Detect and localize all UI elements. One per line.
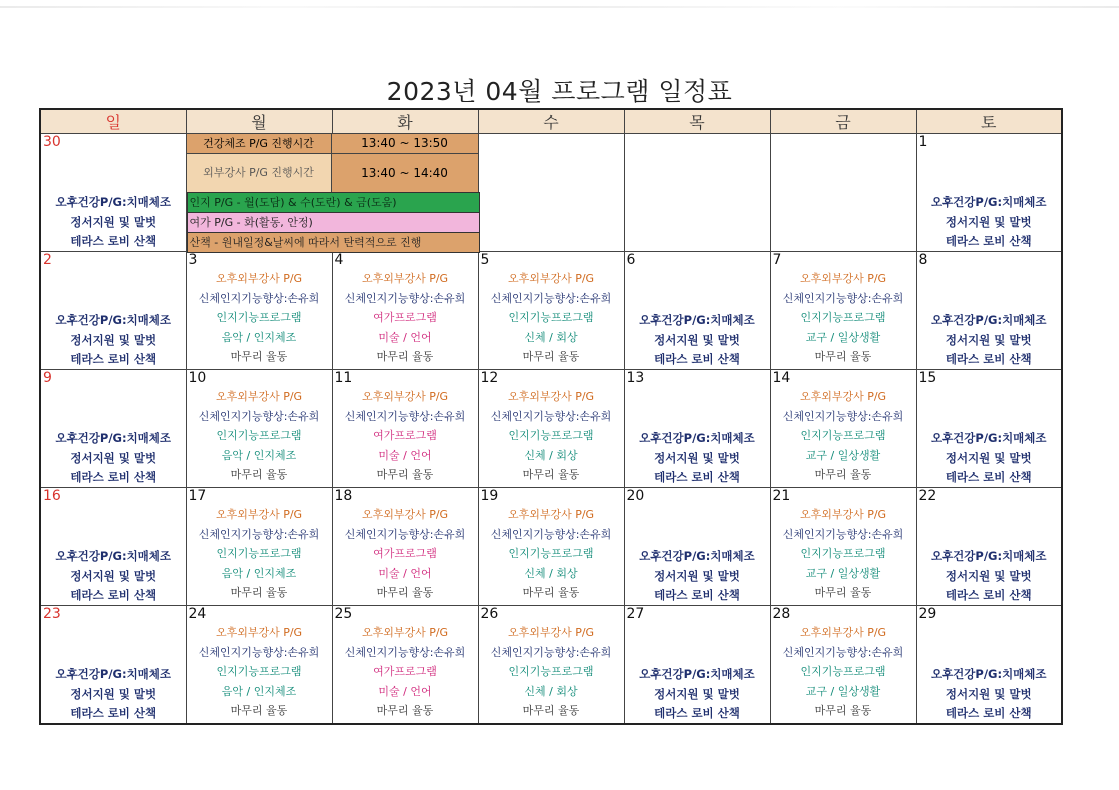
physical-cognitive-program: 신체인지기능향상:손유희	[344, 291, 466, 305]
activity-walk: 테라스 로비 산책	[945, 470, 1032, 484]
closing-dance: 마무리 율동	[376, 350, 434, 363]
physical-cognitive-program: 신체인지기능향상:손유희	[490, 291, 612, 305]
outside-instructor-program: 오후외부강사 P/G	[507, 626, 595, 639]
day-cell	[770, 370, 916, 488]
physical-cognitive-program: 신체인지기능향상:손유희	[782, 291, 904, 305]
program-detail: 교구 / 일상생활	[805, 330, 881, 344]
outside-instructor-program: 오후외부강사 P/G	[799, 508, 887, 521]
closing-dance: 마무리 율동	[814, 704, 872, 717]
physical-cognitive-program: 신체인지기능향상:손유희	[490, 645, 612, 659]
day-number: 17	[188, 488, 207, 504]
day-cell	[40, 488, 186, 606]
day-number: 30	[43, 134, 61, 150]
program-detail: 미술 / 언어	[378, 448, 432, 462]
day-cell	[40, 252, 186, 370]
day-cell	[332, 488, 478, 606]
physical-cognitive-program: 신체인지기능향상:손유희	[198, 409, 320, 423]
day-cell	[40, 606, 186, 725]
outside-instructor-program: 오후외부강사 P/G	[507, 390, 595, 403]
leisure-program-bar: 여가 P/G - 화(활동, 안정)	[187, 212, 480, 233]
day-cell	[624, 252, 770, 370]
closing-dance: 마무리 율동	[230, 350, 288, 363]
activity-walk: 테라스 로비 산책	[70, 706, 157, 720]
outside-instructor-program: 오후외부강사 P/G	[507, 508, 595, 521]
day-number: 2	[43, 252, 52, 268]
outside-instructor-program: 오후외부강사 P/G	[361, 272, 449, 285]
outside-instructor-program: 오후외부강사 P/G	[507, 272, 595, 285]
health-time-value: 13:40 ~ 13:50	[332, 134, 478, 154]
activity-walk: 테라스 로비 산책	[70, 470, 157, 484]
activity-walk: 테라스 로비 산책	[945, 234, 1032, 248]
closing-dance: 마무리 율동	[522, 586, 580, 599]
cognitive-program: 인지기능프로그램	[508, 665, 594, 678]
page-title: 2023년 04월 프로그램 일정표	[386, 77, 733, 106]
day-number: 18	[334, 488, 353, 504]
day-number: 8	[918, 252, 928, 268]
activity-walk: 테라스 로비 산책	[945, 706, 1032, 720]
physical-cognitive-program: 신체인지기능향상:손유희	[782, 527, 904, 541]
week-row	[40, 606, 1062, 725]
closing-dance: 마무리 율동	[376, 468, 434, 481]
outside-instructor-program: 오후외부강사 P/G	[361, 626, 449, 639]
day-number: 16	[43, 488, 61, 504]
activity-health: 오후건강P/G:치매체조	[55, 549, 172, 563]
day-cell	[770, 252, 916, 370]
activity-health: 오후건강P/G:치매체조	[639, 313, 755, 327]
day-number: 24	[188, 606, 207, 622]
day-cell	[478, 134, 624, 252]
activity-health: 오후건강P/G:치매체조	[55, 313, 172, 327]
physical-cognitive-program: 신체인지기능향상:손유희	[782, 409, 904, 423]
activity-walk: 테라스 로비 산책	[70, 588, 157, 602]
program-detail: 미술 / 언어	[378, 684, 432, 698]
activity-walk: 테라스 로비 산책	[70, 352, 157, 366]
activity-emotional: 정서지원 및 말벗	[654, 450, 740, 465]
cognitive-program: 인지기능프로그램	[216, 665, 302, 678]
program-detail: 미술 / 언어	[378, 330, 432, 344]
day-number: 10	[188, 370, 207, 386]
activity-health: 오후건강P/G:치매체조	[930, 195, 1047, 209]
closing-dance: 마무리 율동	[522, 350, 580, 363]
closing-dance: 마무리 율동	[230, 586, 288, 599]
activity-emotional: 정서지원 및 말벗	[654, 686, 740, 701]
physical-cognitive-program: 신체인지기능향상:손유희	[782, 645, 904, 659]
activity-health: 오후건강P/G:치매체조	[639, 667, 755, 681]
program-detail: 음악 / 인지체조	[221, 330, 297, 344]
week-row	[40, 134, 1062, 252]
activity-emotional: 정서지원 및 말벗	[654, 568, 740, 583]
closing-dance: 마무리 율동	[814, 586, 872, 599]
cognitive-program: 인지기능프로그램	[216, 547, 302, 560]
day-number: 15	[918, 370, 937, 386]
program-detail: 미술 / 언어	[378, 566, 432, 580]
day-number: 19	[480, 488, 499, 504]
day-cell	[186, 252, 332, 370]
day-cell	[624, 370, 770, 488]
physical-cognitive-program: 신체인지기능향상:손유희	[490, 409, 612, 423]
cognitive-program-bar: 인지 P/G - 월(도담) & 수(도란) & 금(도움)	[187, 192, 480, 213]
outer-time-label: 외부강사 P/G 진행시간	[187, 154, 332, 192]
outside-instructor-program: 오후외부강사 P/G	[215, 390, 303, 403]
program-detail: 교구 / 일상생활	[805, 448, 881, 462]
activity-health: 오후건강P/G:치매체조	[55, 195, 172, 209]
activity-emotional: 정서지원 및 말벗	[70, 332, 157, 347]
day-cell	[624, 606, 770, 725]
closing-dance: 마무리 율동	[522, 468, 580, 481]
day-cell	[916, 606, 1062, 725]
day-number: 12	[480, 370, 499, 386]
day-number: 20	[626, 488, 645, 504]
weekday-sun: 일	[40, 109, 186, 134]
day-number: 26	[480, 606, 499, 622]
day-cell	[332, 606, 478, 725]
day-cell	[770, 134, 916, 252]
day-number: 29	[918, 606, 937, 622]
day-cell	[770, 606, 916, 725]
weekday-wed: 수	[478, 109, 624, 134]
day-cell	[624, 488, 770, 606]
day-number: 1	[918, 134, 928, 150]
day-cell	[478, 252, 624, 370]
day-number: 9	[43, 370, 52, 386]
day-number: 11	[334, 370, 353, 386]
physical-cognitive-program: 신체인지기능향상:손유희	[198, 645, 320, 659]
outside-instructor-program: 오후외부강사 P/G	[799, 272, 887, 285]
activity-health: 오후건강P/G:치매체조	[639, 549, 755, 563]
activity-health: 오후건강P/G:치매체조	[930, 667, 1047, 681]
closing-dance: 마무리 율동	[814, 350, 872, 363]
program-detail: 음악 / 인지체조	[221, 448, 297, 462]
outer-time-value: 13:40 ~ 14:40	[332, 154, 478, 192]
activity-emotional: 정서지원 및 말벗	[945, 332, 1032, 347]
program-detail: 신체 / 회상	[524, 684, 578, 698]
cognitive-program: 인지기능프로그램	[800, 429, 886, 442]
day-number: 14	[772, 370, 791, 386]
day-number: 23	[43, 606, 61, 622]
cognitive-program: 인지기능프로그램	[216, 311, 302, 324]
day-cell	[478, 370, 624, 488]
cognitive-program: 인지기능프로그램	[800, 547, 886, 560]
outside-instructor-program: 오후외부강사 P/G	[361, 508, 449, 521]
outside-instructor-program: 오후외부강사 P/G	[215, 272, 303, 285]
day-number: 25	[334, 606, 353, 622]
cognitive-program: 인지기능프로그램	[800, 665, 886, 678]
cognitive-program: 인지기능프로그램	[508, 429, 594, 442]
program-detail: 음악 / 인지체조	[221, 566, 297, 580]
cognitive-program: 인지기능프로그램	[508, 311, 594, 324]
day-number: 4	[334, 252, 344, 268]
physical-cognitive-program: 신체인지기능향상:손유희	[344, 409, 466, 423]
activity-walk: 테라스 로비 산책	[654, 588, 740, 602]
closing-dance: 마무리 율동	[522, 704, 580, 717]
activity-emotional: 정서지원 및 말벗	[945, 450, 1032, 465]
activity-health: 오후건강P/G:치매체조	[55, 667, 172, 681]
weekday-thu: 목	[624, 109, 770, 134]
program-detail: 신체 / 회상	[524, 330, 578, 344]
day-cell	[186, 606, 332, 725]
program-detail: 교구 / 일상생활	[805, 684, 881, 698]
activity-walk: 테라스 로비 산책	[654, 352, 740, 366]
physical-cognitive-program: 신체인지기능향상:손유희	[490, 527, 612, 541]
program-detail: 음악 / 인지체조	[221, 684, 297, 698]
weekday-fri: 금	[770, 109, 916, 134]
day-cell	[186, 488, 332, 606]
activity-health: 오후건강P/G:치매체조	[930, 431, 1047, 445]
cognitive-program: 인지기능프로그램	[508, 547, 594, 560]
activity-emotional: 정서지원 및 말벗	[70, 568, 157, 583]
closing-dance: 마무리 율동	[376, 586, 434, 599]
activity-emotional: 정서지원 및 말벗	[70, 214, 157, 229]
weekday-sat: 토	[916, 109, 1062, 134]
day-cell	[916, 134, 1062, 252]
physical-cognitive-program: 신체인지기능향상:손유희	[344, 645, 466, 659]
weekday-tue: 화	[332, 109, 478, 134]
day-number: 5	[480, 252, 490, 268]
day-cell	[332, 370, 478, 488]
activity-emotional: 정서지원 및 말벗	[945, 686, 1032, 701]
week-row	[40, 370, 1062, 488]
day-number: 13	[626, 370, 645, 386]
day-cell	[478, 606, 624, 725]
day-cell	[186, 370, 332, 488]
outside-instructor-program: 오후외부강사 P/G	[799, 390, 887, 403]
activity-health: 오후건강P/G:치매체조	[55, 431, 172, 445]
closing-dance: 마무리 율동	[814, 468, 872, 481]
outside-instructor-program: 오후외부강사 P/G	[215, 626, 303, 639]
day-cell	[916, 370, 1062, 488]
schedule-table	[39, 108, 1063, 725]
cognitive-program: 인지기능프로그램	[800, 311, 886, 324]
leisure-program: 여가프로그램	[373, 311, 437, 324]
activity-emotional: 정서지원 및 말벗	[945, 568, 1032, 583]
program-detail: 신체 / 회상	[524, 448, 578, 462]
day-cell	[332, 252, 478, 370]
day-cell	[40, 134, 186, 252]
physical-cognitive-program: 신체인지기능향상:손유희	[198, 291, 320, 305]
weekday-mon: 월	[186, 109, 332, 134]
day-number: 22	[918, 488, 937, 504]
activity-health: 오후건강P/G:치매체조	[930, 549, 1047, 563]
leisure-program: 여가프로그램	[373, 429, 437, 442]
activity-health: 오후건강P/G:치매체조	[639, 431, 755, 445]
leisure-program: 여가프로그램	[373, 547, 437, 560]
scan-artifact	[0, 6, 1119, 8]
activity-walk: 테라스 로비 산책	[945, 352, 1032, 366]
health-time-label: 건강체조 P/G 진행시간	[187, 134, 332, 154]
activity-health: 오후건강P/G:치매체조	[930, 313, 1047, 327]
activity-walk: 테라스 로비 산책	[945, 588, 1032, 602]
closing-dance: 마무리 율동	[230, 704, 288, 717]
activity-emotional: 정서지원 및 말벗	[654, 332, 740, 347]
activity-walk: 테라스 로비 산책	[654, 706, 740, 720]
day-number: 6	[626, 252, 636, 268]
week-row	[40, 488, 1062, 606]
day-cell	[916, 252, 1062, 370]
activity-emotional: 정서지원 및 말벗	[70, 686, 157, 701]
activity-emotional: 정서지원 및 말벗	[70, 450, 157, 465]
cognitive-program: 인지기능프로그램	[216, 429, 302, 442]
day-cell	[40, 370, 186, 488]
program-detail: 교구 / 일상생활	[805, 566, 881, 580]
weekday-header-row	[40, 109, 1062, 134]
leisure-program: 여가프로그램	[373, 665, 437, 678]
outside-instructor-program: 오후외부강사 P/G	[215, 508, 303, 521]
day-number: 27	[626, 606, 645, 622]
closing-dance: 마무리 율동	[230, 468, 288, 481]
day-number: 28	[772, 606, 791, 622]
day-number: 7	[772, 252, 782, 268]
day-number: 3	[188, 252, 198, 268]
physical-cognitive-program: 신체인지기능향상:손유희	[344, 527, 466, 541]
activity-emotional: 정서지원 및 말벗	[945, 214, 1032, 229]
program-detail: 신체 / 회상	[524, 566, 578, 580]
day-cell	[478, 488, 624, 606]
day-cell	[916, 488, 1062, 606]
day-number: 21	[772, 488, 791, 504]
outside-instructor-program: 오후외부강사 P/G	[799, 626, 887, 639]
walk-program-bar: 산책 - 원내일정&날씨에 따라서 탄력적으로 진행	[187, 232, 480, 253]
closing-dance: 마무리 율동	[376, 704, 434, 717]
day-cell	[624, 134, 770, 252]
legend-cell	[186, 134, 478, 252]
activity-walk: 테라스 로비 산책	[654, 470, 740, 484]
week-row	[40, 252, 1062, 370]
physical-cognitive-program: 신체인지기능향상:손유희	[198, 527, 320, 541]
activity-walk: 테라스 로비 산책	[70, 234, 157, 248]
day-cell	[770, 488, 916, 606]
outside-instructor-program: 오후외부강사 P/G	[361, 390, 449, 403]
